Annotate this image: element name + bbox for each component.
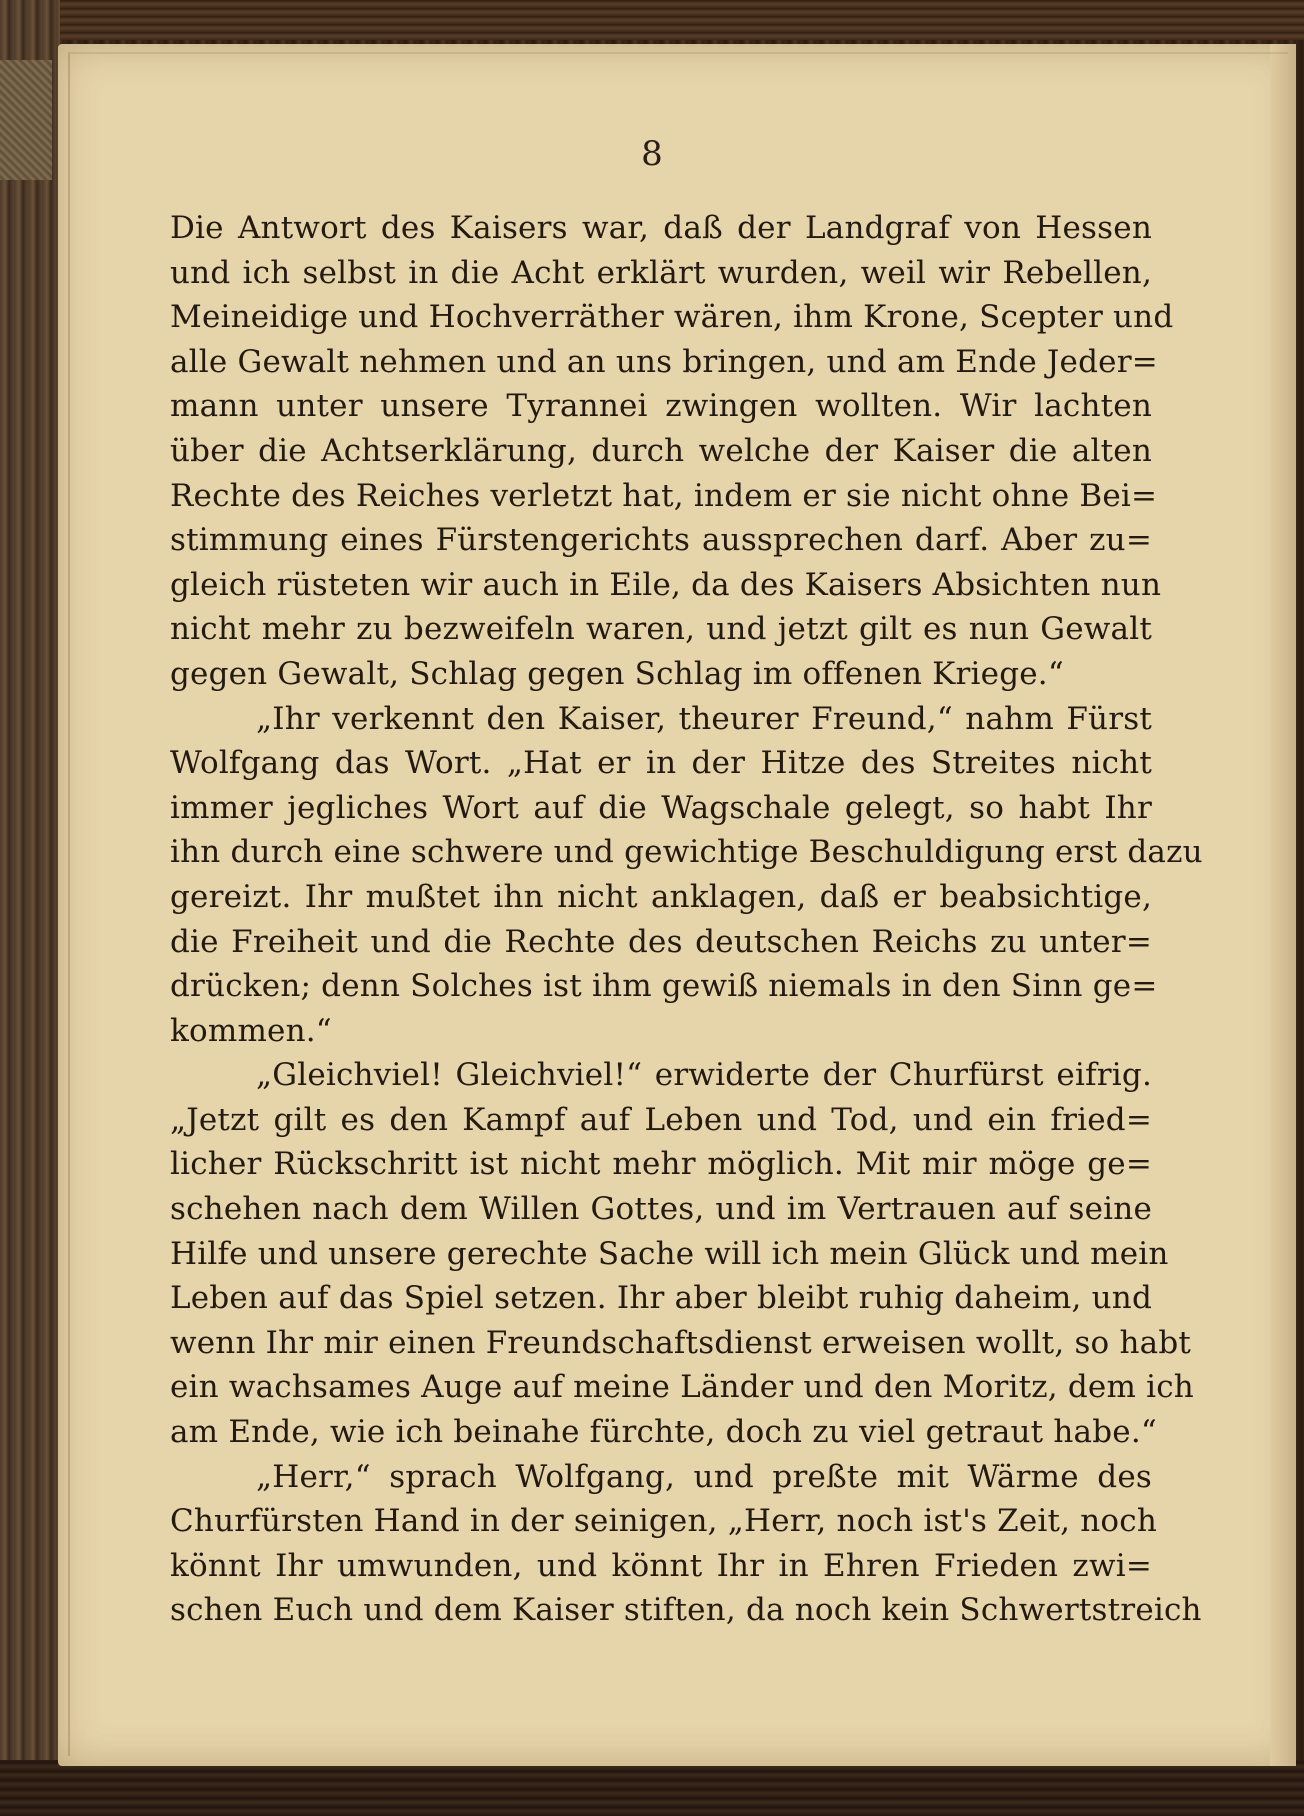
book-spine [0, 0, 60, 1816]
text-line: mann unter unsere Tyrannei zwingen wollten. Wir lachten [170, 388, 1152, 425]
page-number: 8 [641, 134, 663, 174]
text-line: ein wachsames Auge auf meine Länder und den Moritz, dem ich [170, 1369, 1194, 1406]
text-line: schen Euch und dem Kaiser stiften, da noch kein Schwertstreich [170, 1592, 1202, 1629]
text-line: gereizt. Ihr mußtet ihn nicht anklagen, daß er beabsichtige, [170, 878, 1152, 915]
text-line: die Freiheit und die Rechte des deutschen Reichs zu unter= [170, 923, 1152, 960]
text-line: „Gleichviel! Gleichviel!“ erwiderte der Churfürst eifrig. [256, 1057, 1152, 1094]
text-line: schehen nach dem Willen Gottes, und im Vertrauen auf seine [170, 1191, 1152, 1228]
text-line: kommen.“ [170, 1012, 332, 1049]
text-line: und ich selbst in die Acht erklärt wurden, weil wir Rebellen, [170, 254, 1152, 291]
book-cover-bottom-edge [0, 1760, 1304, 1816]
text-line: licher Rückschritt ist nicht mehr möglich. Mit mir möge ge= [170, 1146, 1152, 1183]
text-line: Die Antwort des Kaisers war, daß der Landgraf von Hessen [170, 210, 1152, 246]
text-line: Churfürsten Hand in der seinigen, „Herr, noch ist's Zeit, noch [170, 1503, 1158, 1540]
text-line: nicht mehr zu bezweifeln waren, und jetzt gilt es nun Gewalt [170, 611, 1152, 648]
text-line: Leben auf das Spiel setzen. Ihr aber bleibt ruhig daheim, und [170, 1280, 1152, 1317]
text-line: „Jetzt gilt es den Kampf auf Leben und Tod, und ein fried= [170, 1101, 1152, 1138]
book-cover-top-edge [0, 0, 1304, 40]
body-text [170, 206, 1203, 1633]
text-line: ihn durch eine schwere und gewichtige Beschuldigung erst dazu [170, 834, 1203, 871]
text-line: stimmung eines Fürstengerichts aussprechen darf. Aber zu= [170, 522, 1152, 559]
text-line: Meineidige und Hochverräther wären, ihm Krone, Scepter und [170, 299, 1174, 336]
text-line: gegen Gewalt, Schlag gegen Schlag im offenen Kriege.“ [170, 655, 1064, 692]
text-line: alle Gewalt nehmen und an uns bringen, und am Ende Jeder= [170, 343, 1158, 380]
text-line: Wolfgang das Wort. „Hat er in der Hitze des Streites nicht [170, 745, 1152, 782]
page-stack-edge [1270, 44, 1296, 1766]
text-line: könnt Ihr umwunden, und könnt Ihr in Ehren Frieden zwi= [170, 1547, 1152, 1584]
text-line: Rechte des Reiches verletzt hat, indem er sie nicht ohne Bei= [170, 477, 1158, 514]
text-line: drücken; denn Solches ist ihm gewiß niemals in den Sinn ge= [170, 968, 1158, 1005]
text-line: Hilfe und unsere gerechte Sache will ich mein Glück und mein [170, 1235, 1169, 1272]
text-line: immer jegliches Wort auf die Wagschale gelegt, so habt Ihr [170, 789, 1152, 826]
text-line: gleich rüsteten wir auch in Eile, da des Kaisers Absichten nun [170, 566, 1162, 603]
text-line: wenn Ihr mir einen Freundschaftsdienst erweisen wollt, so habt [170, 1324, 1192, 1361]
text-line: am Ende, wie ich beinahe fürchte, doch zu viel getraut habe.“ [170, 1414, 1157, 1451]
text-line: über die Achtserklärung, durch welche der Kaiser die alten [170, 432, 1152, 469]
text-line: „Ihr verkennt den Kaiser, theurer Freund,“ nahm Fürst [256, 700, 1152, 737]
text-line: „Herr,“ sprach Wolfgang, und preßte mit Wärme des [256, 1458, 1152, 1495]
